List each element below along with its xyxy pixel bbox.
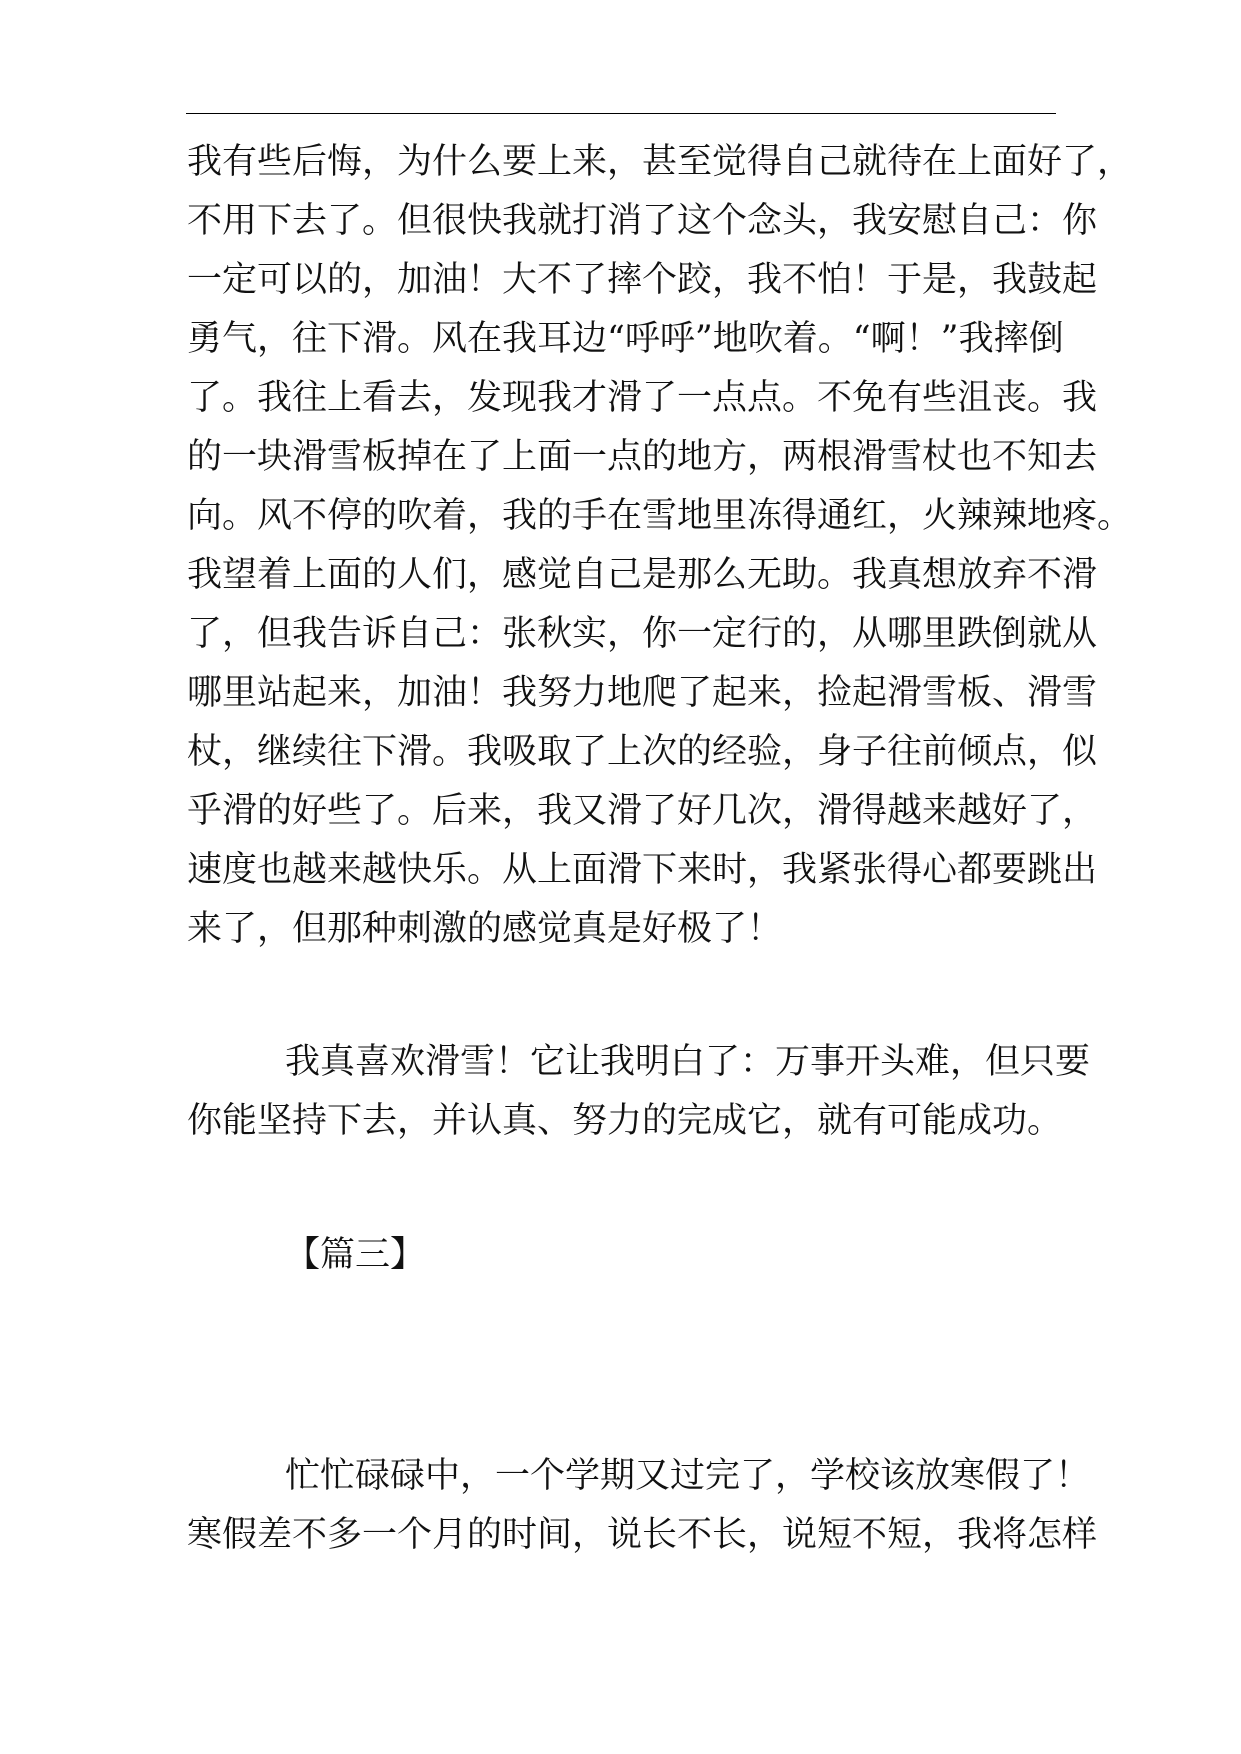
paragraph-2 [187, 1033, 1091, 1151]
text-line: 寒假差不多一个月的时间，说长不长，说短不短，我将怎样 [187, 1515, 1098, 1555]
text-line: 你能坚持下去，并认真、努力的完成它，就有可能成功。 [187, 1101, 1063, 1141]
text-line: 一定可以的，加油！大不了摔个跤，我不怕！于是，我鼓起 [187, 260, 1098, 300]
text-line: 我有些后悔，为什么要上来，甚至觉得自己就待在上面好了， [187, 142, 1133, 182]
text-line: 来了，但那种刺激的感觉真是好极了！ [187, 909, 783, 949]
text-line: 的一块滑雪板掉在了上面一点的地方，两根滑雪杖也不知去 [187, 437, 1098, 477]
text-line: 乎滑的好些了。后来，我又滑了好几次，滑得越来越好了， [187, 791, 1098, 831]
text-line: 了。我往上看去，发现我才滑了一点点。不免有些沮丧。我 [187, 378, 1098, 418]
text-line: 我真喜欢滑雪！它让我明白了：万事开头难，但只要 [285, 1042, 1091, 1082]
text-line: 忙忙碌碌中，一个学期又过完了，学校该放寒假了！ [285, 1456, 1091, 1496]
header-rule [186, 113, 1056, 114]
section-heading: 【篇三】 [285, 1235, 426, 1275]
paragraph-3 [187, 1447, 1098, 1565]
text-line: 速度也越来越快乐。从上面滑下来时，我紧张得心都要跳出 [187, 850, 1098, 890]
text-line: 勇气，往下滑。风在我耳边“呼呼”地吹着。“啊！”我摔倒 [187, 319, 1064, 359]
text-line: 哪里站起来，加油！我努力地爬了起来，捡起滑雪板、滑雪 [187, 673, 1098, 713]
text-line: 杖，继续往下滑。我吸取了上次的经验，身子往前倾点，似 [187, 732, 1098, 772]
text-line: 不用下去了。但很快我就打消了这个念头，我安慰自己：你 [187, 201, 1098, 241]
paragraph-1 [187, 133, 1133, 959]
text-line: 向。风不停的吹着，我的手在雪地里冻得通红，火辣辣地疼。 [187, 496, 1133, 536]
text-line: 我望着上面的人们，感觉自己是那么无助。我真想放弃不滑 [187, 555, 1098, 595]
text-line: 了，但我告诉自己：张秋实，你一定行的，从哪里跌倒就从 [187, 614, 1098, 654]
